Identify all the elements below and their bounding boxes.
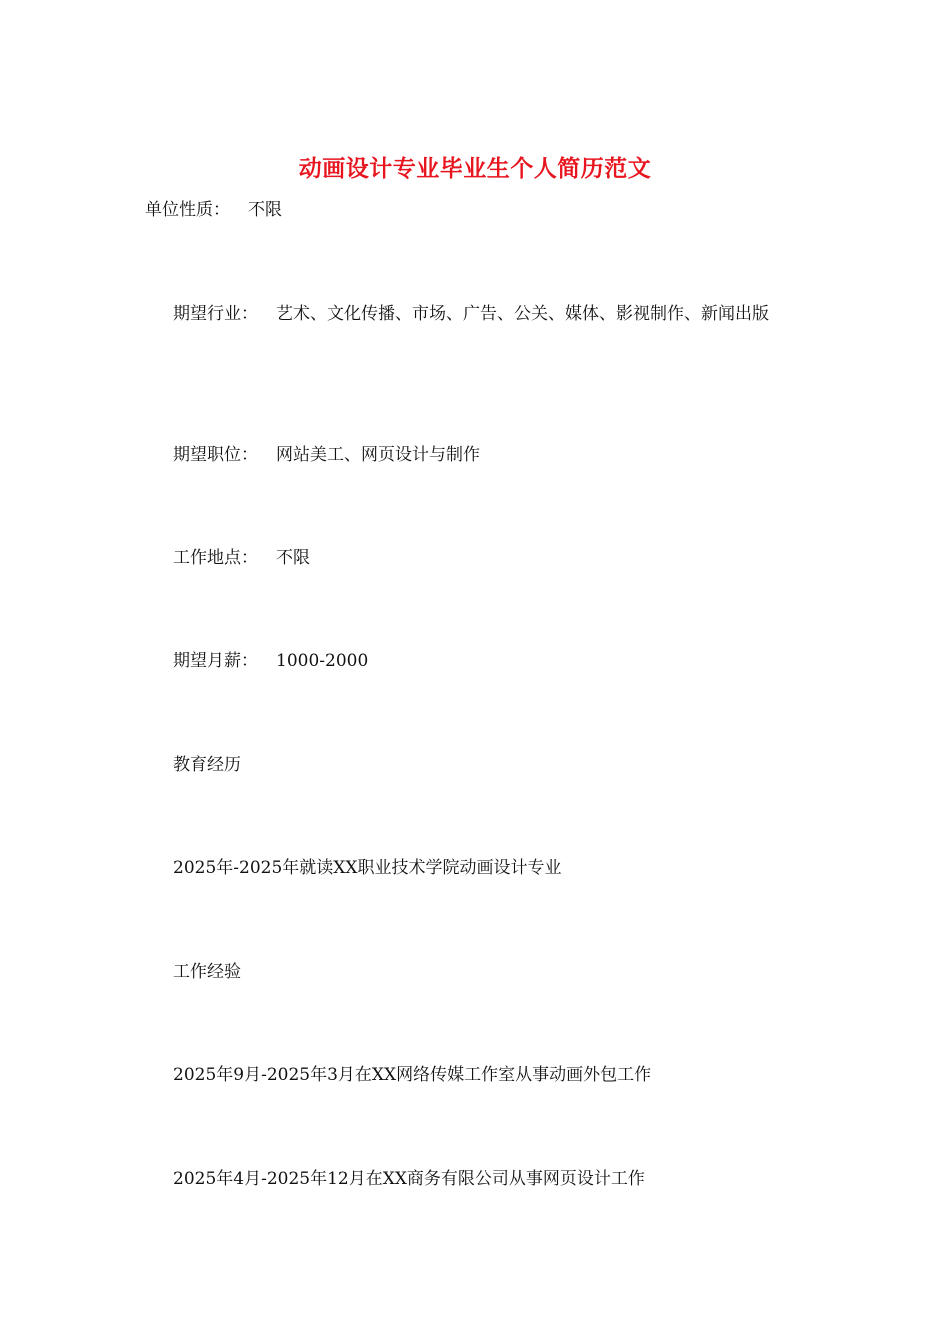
expected-industry-label: 期望行业： [173, 304, 258, 324]
education-heading: 教育经历 [173, 755, 241, 775]
work-heading: 工作经验 [173, 962, 241, 982]
work-location-row [173, 539, 310, 577]
expected-position-value: 网站美工、网页设计与制作 [276, 445, 480, 465]
work-item: 2025年4月-2025年12月在XX商务有限公司从事网页设计工作 [173, 1169, 645, 1189]
expected-position-row [173, 436, 480, 474]
expected-salary-label: 期望月薪： [173, 651, 258, 671]
expected-salary-value: 1000-2000 [276, 651, 369, 671]
expected-industry-row [145, 295, 805, 333]
unit-nature-row [145, 191, 282, 229]
expected-position-label: 期望职位： [173, 445, 258, 465]
work-item: 2025年9月-2025年3月在XX网络传媒工作室从事动画外包工作 [173, 1065, 652, 1085]
work-location-value: 不限 [276, 548, 310, 568]
expected-salary-row [173, 642, 368, 680]
unit-nature-label: 单位性质： [145, 200, 230, 220]
unit-nature-value: 不限 [248, 200, 282, 220]
document-title: 动画设计专业毕业生个人简历范文 [298, 155, 652, 182]
education-item: 2025年-2025年就读XX职业技术学院动画设计专业 [173, 858, 562, 878]
work-location-label: 工作地点： [173, 548, 258, 568]
expected-industry-value: 艺术、文化传播、市场、广告、公关、媒体、影视制作、新闻出版 [276, 304, 769, 324]
